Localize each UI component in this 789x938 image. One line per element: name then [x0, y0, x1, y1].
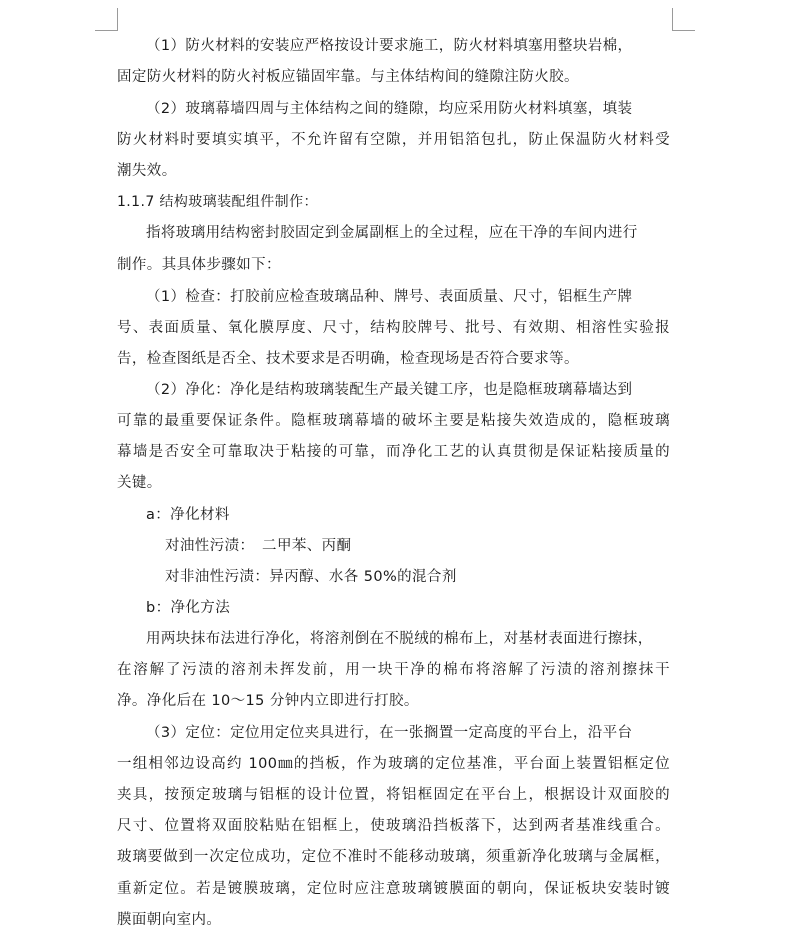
paragraph-line: 幕墙是否安全可靠取决于粘接的可靠，而净化工艺的认真贯彻是保证粘接质量的 [117, 444, 670, 460]
paragraph-line: 可靠的最重要保证条件。隐框玻璃幕墙的破坏主要是粘接失效造成的，隐框玻璃 [117, 413, 670, 429]
paragraph-line: （1）检查：打胶前应检查玻璃品种、牌号、表面质量、尺寸，铝框生产牌 [146, 289, 633, 305]
paragraph-line: （1）防火材料的安装应严格按设计要求施工，防火材料填塞用整块岩棉， [146, 38, 633, 54]
paragraph-line: 固定防火材料的防火衬板应锚固牢靠。与主体结构间的缝隙注防火胶。 [117, 69, 579, 85]
paragraph-line: （2）玻璃幕墙四周与主体结构之间的缝隙，均应采用防火材料填塞，填装 [146, 101, 633, 117]
list-item: 对油性污渍： 二甲苯、丙酮 [165, 538, 352, 554]
list-item: 对非油性污渍：异丙醇、水各 50%的混合剂 [165, 569, 457, 585]
list-heading: b：净化方法 [146, 600, 231, 616]
paragraph-line: （3）定位：定位用定位夹具进行，在一张搁置一定高度的平台上，沿平台 [146, 725, 633, 741]
paragraph-line: 用两块抹布法进行净化，将溶剂倒在不脱绒的棉布上，对基材表面进行擦抹， [146, 631, 653, 647]
paragraph-line: 一组相邻边设高约 100㎜的挡板，作为玻璃的定位基准，平台面上装置铝框定位 [117, 756, 670, 772]
paragraph-line: 号、表面质量、氧化膜厚度、尺寸，结构胶牌号、批号、有效期、相溶性实验报 [117, 320, 670, 336]
paragraph-line: 潮失效。 [117, 163, 177, 179]
paragraph-line: 在溶解了污渍的溶剂未挥发前，用一块干净的棉布将溶解了污渍的溶剂擦抹干 [117, 662, 670, 678]
paragraph-line: 玻璃要做到一次定位成功，定位不准时不能移动玻璃，须重新净化玻璃与金属框， [117, 849, 670, 865]
paragraph-line: 重新定位。若是镀膜玻璃，定位时应注意玻璃镀膜面的朝向，保证板块安装时镀 [117, 881, 670, 897]
list-heading: a：净化材料 [146, 507, 230, 523]
paragraph-line: 制作。其具体步骤如下： [117, 257, 281, 273]
paragraph-line: 指将玻璃用结构密封胶固定到金属副框上的全过程，应在干净的车间内进行 [146, 225, 638, 241]
paragraph-line: （2）净化：净化是结构玻璃装配生产最关键工序，也是隐框玻璃幕墙达到 [146, 382, 633, 398]
paragraph-line: 夹具，按预定玻璃与铝框的设计位置，将铝框固定在平台上，根据设计双面胶的 [117, 787, 670, 803]
section-heading: 1.1.7 结构玻璃装配组件制作： [117, 194, 318, 210]
margin-corner-mark-top-right [672, 8, 695, 31]
paragraph-line: 关键。 [117, 475, 162, 491]
paragraph-line: 膜面朝向室内。 [117, 912, 222, 928]
margin-corner-mark-top-left [95, 8, 118, 31]
paragraph-line: 防火材料时要填实填平，不允许留有空隙，并用铝箔包扎，防止保温防火材料受 [117, 132, 670, 148]
paragraph-line: 尺寸、位置将双面胶粘贴在铝框上，使玻璃沿挡板落下，达到两者基准线重合。 [117, 818, 670, 834]
paragraph-line: 净。净化后在 10～15 分钟内立即进行打胶。 [117, 693, 419, 709]
paragraph-line: 告，检查图纸是否全、技术要求是否明确，检查现场是否符合要求等。 [117, 351, 579, 367]
